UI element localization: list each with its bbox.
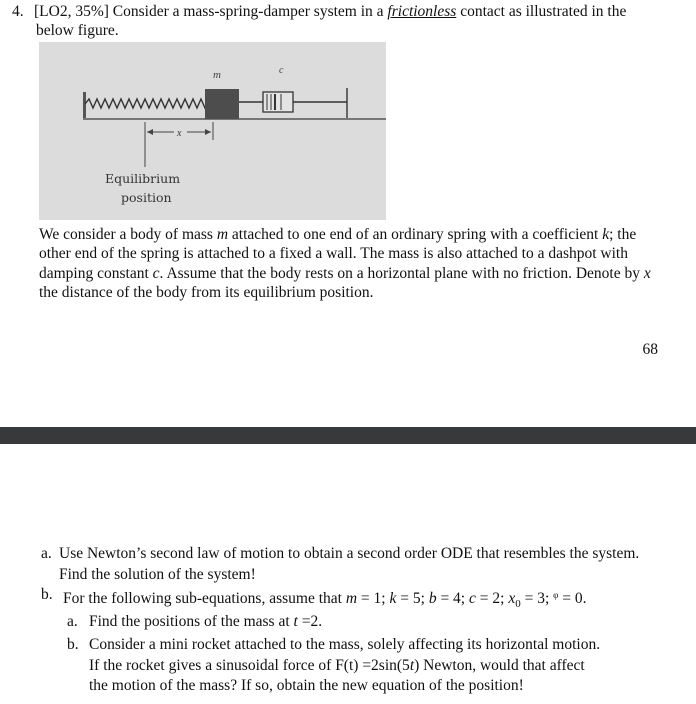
para-line-4: the distance of the body from its equilibrium position. xyxy=(39,283,374,301)
figure-drawing xyxy=(39,42,386,220)
question-heading xyxy=(12,2,672,40)
label-damper: c xyxy=(279,65,284,76)
question-number: 4. xyxy=(12,3,24,20)
label-x: x xyxy=(177,128,182,139)
item-a-marker: a. xyxy=(41,545,52,562)
item-a xyxy=(41,544,681,585)
question-line-2: below figure. xyxy=(36,22,119,39)
frictionless-underlined: frictionless xyxy=(387,3,457,20)
mass-spring-damper-figure xyxy=(39,42,386,220)
question-text-end: contact as illustrated in the xyxy=(456,3,627,20)
page-number: 68 xyxy=(642,341,658,358)
sub-item-b-line-3: the motion of the mass? If so, obtain the new equation of the position! xyxy=(89,677,524,694)
question-text: [LO2, 35%] Consider a mass-spring-damper system in a xyxy=(34,3,388,20)
item-a-line-2: Find the solution of the system! xyxy=(59,565,256,583)
item-a-line-1: Use Newton’s second law of motion to obtain a second order ODE that resembles the system. xyxy=(59,545,640,562)
mass-block xyxy=(205,89,239,119)
sub-item-b-line-1: Consider a mini rocket attached to the mass, solely affecting its horizontal motion. xyxy=(89,636,601,653)
label-position: position xyxy=(121,190,172,205)
page-bottom xyxy=(0,444,696,704)
description-paragraph xyxy=(39,225,669,302)
wall xyxy=(83,92,86,118)
sub-item-b-line-2: If the rocket gives a sinusoidal force of F(t) =2sin(5t) Newton, would that affect xyxy=(89,656,585,674)
sub-item-a-line: Find the positions of the mass at t =2. xyxy=(89,613,323,630)
label-equilibrium: Equilibrium xyxy=(105,171,181,186)
item-b xyxy=(41,585,681,615)
sub-item-b xyxy=(67,635,677,697)
question-line-1 xyxy=(12,2,672,21)
para-line-3: damping constant c. Assume that the body rests on a horizontal plane with no friction. Denote by x xyxy=(39,264,651,282)
sub-item-b-marker: b. xyxy=(67,636,79,653)
para-line-1: We consider a body of mass m attached to one end of an ordinary spring with a coefficient k; the xyxy=(39,226,637,243)
label-mass: m xyxy=(213,69,221,81)
item-b-line: For the following sub-equations, assume that m = 1; k = 5; b = 4; c = 2; $x_0 = 3$; $^\varphi$ = 0. xyxy=(63,590,587,610)
page-divider xyxy=(0,427,696,444)
item-b-marker: b. xyxy=(41,586,53,603)
sub-item-a xyxy=(67,612,677,633)
para-line-2: other end of the spring is attached to a fixed a wall. The mass is also attached to a dashpot with xyxy=(39,245,628,263)
sub-item-a-marker: a. xyxy=(67,613,78,630)
